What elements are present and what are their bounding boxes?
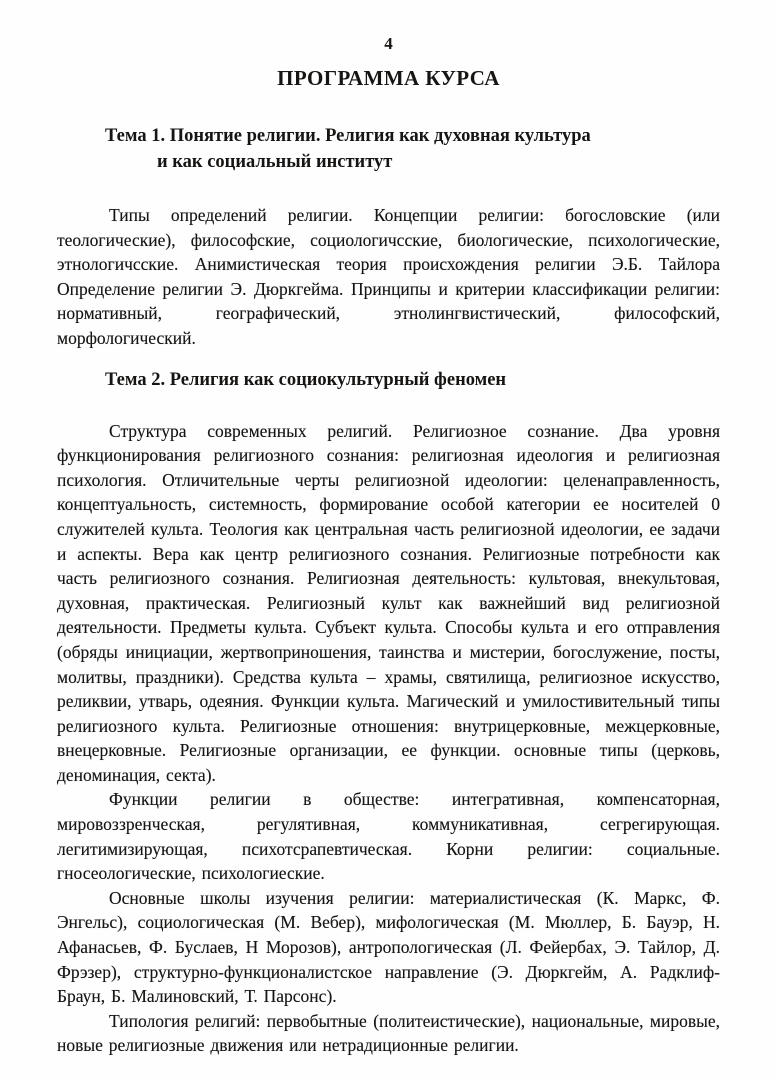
topic-1-heading [105,123,720,175]
topic-1-heading-line-2: и как социальный институт [157,152,393,172]
topic-2-paragraph-functions: Функции религии в обществе: интегративная, компенсаторная, мировоззренческая, регулятивная, коммуникативная, сегрегирующая. легитимизирующая, психотсрапевтическая. Корни религии: социальные. гносеологические, психологиеские. [57,789,720,884]
topic-2-heading: Тема 2. Религия как социокультурный феномен [105,369,507,390]
course-program-title: ПРОГРАММА КУРСА [277,66,500,90]
page-number: 4 [384,34,393,53]
topic-2-paragraph-structure: Структура современных религий. Религиозное сознание. Два уровня функционирования религиозного сознания: религиозная идеология и религиозная психология. Отличительные черты религиозной идеологии: целенаправленность, концептуальность, системность, формирование особой категории ее носителей 0 служителей культа. Теология как центральная часть религиозной идеологии, ее задачи и аспекты. Вера как центр религиозного сознания. Религиозные потребности как часть религиозного сознания. Религиозная деятельность: культовая, внекультовая, духовная, практическая. Религиозный культ как важнейший вид религиозной деятельности. Предметы культа. Субъект культа. Способы культа и его отправления (обряды инициации, жертвоприношения, таинства и мистерии, богослужение, посты, молитвы, праздники). Средства культа – храмы, святилища, религиозное искусство, реликвии, утварь, одеяния. Функции культа. Магический и умилостивительный типы религиозного культа. Религиозные отношения: внутрицерковные, межцерковные, внецерковные. Религиозные организации, ее функции. основные типы (церковь, деноминация, секта). [57,420,720,785]
topic-2-paragraph-typology: Типология религий: первобытные (политеистические), национальные, мировые, новые религиозные движения или нетрадиционные религии. [57,1010,720,1056]
topic-1-heading-line-1: Тема 1. Понятие религии. Религия как духовная культура [105,126,591,146]
topic-2-paragraph-schools: Основные школы изучения религии: материалистическая (К. Маркс, Ф. Энгельс), социологическая (М. Вебер), мифологическая (М. Мюллер, Б. Бауэр, Н. Афанасьев, Ф. Буслаев, Н Морозов), антропологическая (Л. Фейербах, Э. Тайлор, Д. Фрэзер), структурно-функционалистское направление (Э. Дюркгейм, А. Радклиф-Браун, Б. Малиновский, Т. Парсонс). [57,887,720,1007]
topic-1-paragraph: Типы определений религии. Концепции религии: богословские (или теологические), философские, социологичсские, биологические, психологические, этнологичсские. Анимистическая теория происхождения религии Э.Б. Тайлора Определение религии Э. Дюркгейма. Принципы и критерии классификации религии: нормативный, географический, этнолингвистический, философский, морфологический. [57,205,720,348]
